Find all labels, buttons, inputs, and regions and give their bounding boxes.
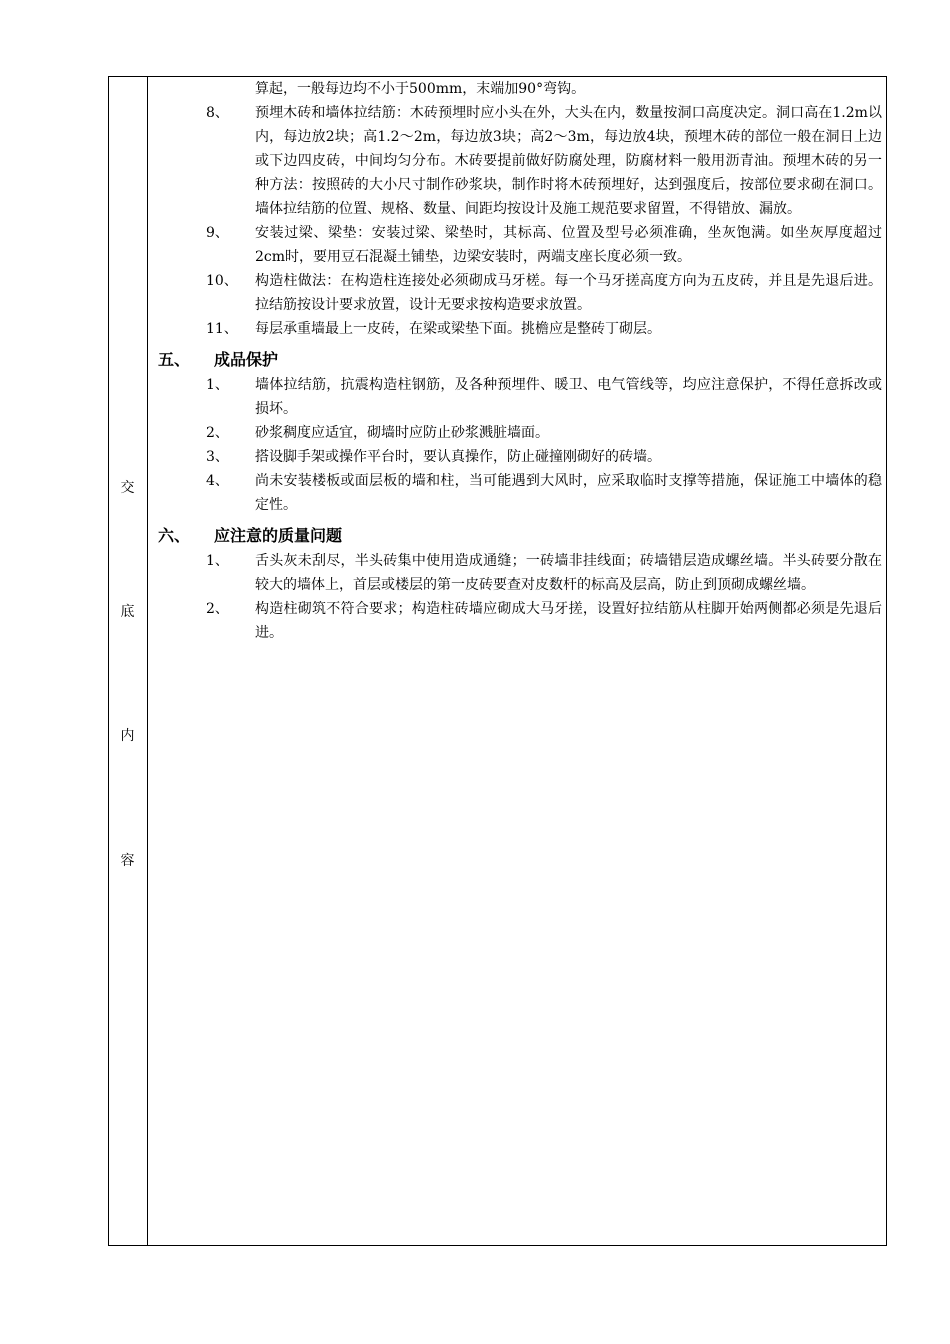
item-text: 墙体拉结筋，抗震构造柱钢筋，及各种预埋件、暖卫、电气管线等，均应注意保护，不得任意拆改或损坏。	[255, 377, 882, 417]
section-title: 应注意的质量问题	[214, 526, 343, 545]
list-item	[148, 445, 882, 469]
list-item	[148, 597, 882, 645]
continuation-body: 算起，一般每边均不小于500mm，末端加90°弯钩。	[255, 81, 586, 97]
list-item	[148, 373, 882, 421]
section-title: 成品保护	[214, 350, 279, 369]
side-label-char-3: 内	[120, 728, 135, 744]
list-item	[148, 269, 882, 317]
item-number: 10、	[206, 273, 238, 289]
item-number: 9、	[206, 225, 229, 241]
item-text: 安装过梁、梁垫：安装过梁、梁垫时，其标高、位置及型号必须准确，坐灰饱满。如坐灰厚度超过2cm时，要用豆石混凝土铺垫，边梁安装时，两端支座长度必须一致。	[255, 225, 882, 265]
side-label-char-1: 交	[120, 480, 135, 496]
list-item	[148, 317, 882, 341]
item-text: 每层承重墙最上一皮砖，在梁或梁垫下面。挑檐应是整砖丁砌层。	[255, 321, 661, 337]
item-text: 尚未安装楼板或面层板的墙和柱，当可能遇到大风时，应采取临时支撑等措施，保证施工中墙体的稳定性。	[255, 473, 882, 513]
list-item	[148, 469, 882, 517]
item-text: 搭设脚手架或操作平台时，要认真操作，防止碰撞刚砌好的砖墙。	[255, 449, 661, 465]
section-number: 六、	[158, 526, 191, 545]
item-text: 砂浆稠度应适宜，砌墙时应防止砂浆溅脏墙面。	[255, 425, 549, 441]
list-item	[148, 549, 882, 597]
item-number: 4、	[206, 473, 229, 489]
side-label-char-2: 底	[120, 604, 135, 620]
list-item	[148, 421, 882, 445]
item-text: 舌头灰未刮尽，半头砖集中使用造成通缝；一砖墙非挂线面；砖墙错层造成螺丝墙。半头砖要分散在较大的墙体上，首层或楼层的第一皮砖要查对皮数杆的标高及层高，防止到顶砌成螺丝墙。	[255, 553, 882, 593]
section-heading-6	[148, 523, 882, 549]
list-item	[148, 101, 882, 221]
item-number: 2、	[206, 425, 229, 441]
side-label-char-4: 容	[120, 853, 135, 869]
item-number: 1、	[206, 377, 229, 393]
item-number: 2、	[206, 601, 229, 617]
item-number: 1、	[206, 553, 229, 569]
item-number: 11、	[206, 321, 238, 337]
section-heading-5	[148, 347, 882, 373]
item-text: 构造柱做法：在构造柱连接处必须砌成马牙槎。每一个马牙搓高度方向为五皮砖，并且是先退后进。拉结筋按设计要求放置，设计无要求按构造要求放置。	[255, 273, 882, 313]
list-item	[148, 221, 882, 269]
content-cell	[148, 77, 882, 645]
section-number: 五、	[158, 350, 191, 369]
continuation-text	[148, 77, 882, 101]
item-text: 构造柱砌筑不符合要求；构造柱砖墙应砌成大马牙搓，设置好拉结筋从柱脚开始两侧都必须是先退后进。	[255, 601, 882, 641]
item-number: 8、	[206, 105, 229, 121]
item-number: 3、	[206, 449, 229, 465]
item-text: 预埋木砖和墙体拉结筋：木砖预埋时应小头在外，大头在内，数量按洞口高度决定。洞口高在1.2m以内，每边放2块；高1.2～2m，每边放3块；高2～3m，每边放4块，预埋木砖的部位一般在洞日上边或下边四皮砖，中间均匀分布。木砖要提前做好防腐处理，防腐材料一般用沥青油。预埋木砖的另一种方法：按照砖的大小尺寸制作砂浆块，制作时将木砖预埋好，达到强度后，按部位要求砌在洞口。墙体拉结筋的位置、规格、数量、间距均按设计及施工规范要求留置，不得错放、漏放。	[255, 105, 882, 217]
